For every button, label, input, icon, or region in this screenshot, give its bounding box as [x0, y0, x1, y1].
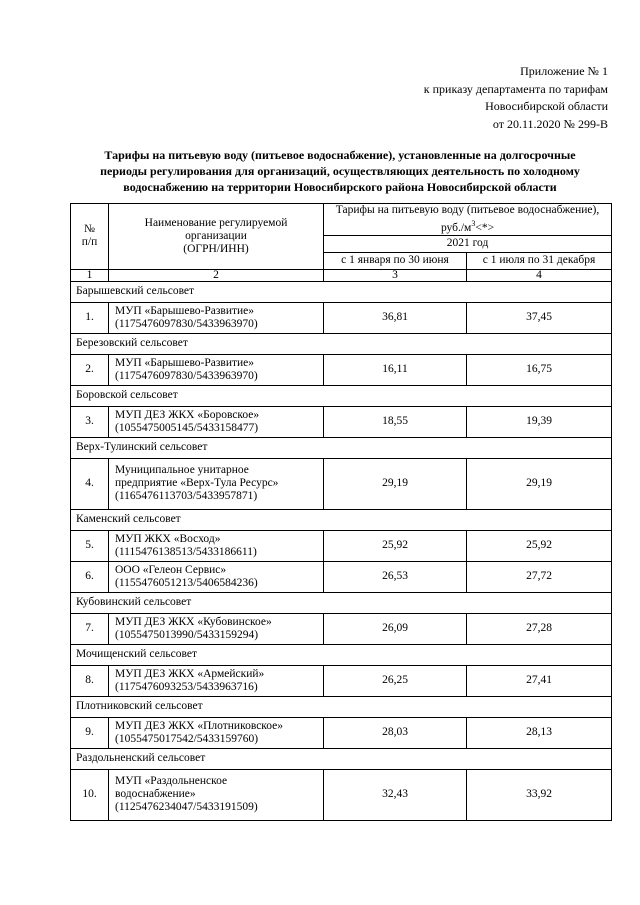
- table-row: [71, 458, 612, 509]
- organization-line: (1175476097830/5433963970): [115, 317, 258, 330]
- table-row: [71, 613, 612, 644]
- section-name: Мочищенский сельсовет: [71, 644, 612, 665]
- table-row: [71, 769, 612, 820]
- section-row: [71, 333, 612, 354]
- table-row: [71, 406, 612, 437]
- tariff-h1: 25,92: [324, 530, 467, 561]
- header-text: (ОГРН/ИНН): [183, 242, 249, 255]
- header-text: организации: [185, 229, 247, 242]
- tariff-h2: 37,45: [467, 302, 612, 333]
- title-line: Тарифы на питьевую воду (питьевое водоснабжение), установленные на долгосрочные: [104, 148, 576, 162]
- organization-line: ООО «Гелеон Сервис»: [115, 563, 227, 576]
- section-row: [71, 748, 612, 769]
- section-name: Барышевский сельсовет: [71, 281, 612, 302]
- tariff-h2: 19,39: [467, 406, 612, 437]
- organization-name: [109, 302, 324, 333]
- organization-line: МУП ЖКХ «Восход»: [115, 532, 221, 545]
- row-number: 10.: [71, 769, 109, 820]
- organization-line: (1115476138513/5433186611): [115, 545, 257, 558]
- unit-text: руб./м: [440, 221, 472, 234]
- column-index: 1: [71, 269, 109, 281]
- header-line: от 20.11.2020 № 299-В: [492, 116, 608, 131]
- section-name: Березовский сельсовет: [71, 333, 612, 354]
- section-name: Боровской сельсовет: [71, 385, 612, 406]
- organization-line: МУП «Раздольненское: [115, 775, 228, 788]
- tariff-h2: 25,92: [467, 530, 612, 561]
- organization-line: Муниципальное унитарное: [115, 464, 249, 477]
- organization-line: МУП ДЕЗ ЖКХ «Боровское»: [115, 408, 260, 421]
- column-index: 3: [324, 269, 467, 281]
- organization-line: предприятие «Верх-Тула Ресурс»: [115, 477, 279, 490]
- table-body: [71, 281, 612, 820]
- section-name: Каменский сельсовет: [71, 509, 612, 530]
- tariff-h2: 28,13: [467, 717, 612, 748]
- row-number: 2.: [71, 354, 109, 385]
- organization-name: [109, 561, 324, 592]
- title-line: периоды регулирования для организаций, осуществляющих деятельность по холодному: [100, 164, 580, 178]
- header-text: п/п: [81, 236, 98, 249]
- section-row: [71, 437, 612, 458]
- organization-name: [109, 613, 324, 644]
- row-number: 1.: [71, 302, 109, 333]
- table-row: [71, 561, 612, 592]
- tariff-h1: 36,81: [324, 302, 467, 333]
- section-name: Кубовинский сельсовет: [71, 592, 612, 613]
- organization-line: (1175476093253/5433963716): [115, 680, 258, 693]
- title-line: водоснабжению на территории Новосибирского района Новосибирской области: [123, 180, 557, 194]
- section-row: [71, 509, 612, 530]
- organization-name: [109, 406, 324, 437]
- row-number: 8.: [71, 665, 109, 696]
- organization-line: МУП «Барышево-Развитие»: [115, 356, 255, 369]
- table-row: [71, 530, 612, 561]
- row-number: 3.: [71, 406, 109, 437]
- tariff-h1: 29,19: [324, 458, 467, 509]
- header-text-unit: [328, 217, 607, 235]
- section-row: [71, 592, 612, 613]
- tariff-h1: 18,55: [324, 406, 467, 437]
- tariff-h1: 26,09: [324, 613, 467, 644]
- organization-line: МУП ДЕЗ ЖКХ «Армейский»: [115, 667, 265, 680]
- organization-name: [109, 769, 324, 820]
- header-text: №: [84, 223, 95, 236]
- tariff-table: [70, 203, 612, 821]
- column-index: 4: [467, 269, 612, 281]
- organization-name: [109, 530, 324, 561]
- column-index: 2: [109, 269, 324, 281]
- row-number: 9.: [71, 717, 109, 748]
- tariff-h2: 27,41: [467, 665, 612, 696]
- organization-line: (1155476051213/5406584236): [115, 576, 258, 589]
- tariff-h2: 27,72: [467, 561, 612, 592]
- organization-line: (1125476234047/5433191509): [115, 801, 258, 814]
- table-row: [71, 302, 612, 333]
- header-line: Приложение № 1: [520, 64, 608, 78]
- organization-line: МУП «Барышево-Развитие»: [115, 304, 255, 317]
- header-line: Новосибирской области: [485, 99, 608, 113]
- organization-name: [109, 458, 324, 509]
- row-number: 6.: [71, 561, 109, 592]
- header-cell-period-1: с 1 января по 30 июня: [324, 252, 467, 269]
- organization-line: МУП ДЕЗ ЖКХ «Кубовинское»: [115, 615, 272, 628]
- footnote-marker: <*>: [475, 221, 495, 234]
- header-cell-number: [71, 204, 109, 270]
- row-number: 5.: [71, 530, 109, 561]
- header-text: Тарифы на питьевую воду (питьевое водоснабжение),: [335, 204, 600, 216]
- tariff-h2: 29,19: [467, 458, 612, 509]
- section-row: [71, 281, 612, 302]
- organization-line: (1055475005145/5433158477): [115, 421, 259, 434]
- table-row: [71, 717, 612, 748]
- unit-superscript: 3: [471, 219, 476, 228]
- organization-line: (1175476097830/5433963970): [115, 369, 258, 382]
- document-header: [424, 63, 608, 133]
- organization-name: [109, 717, 324, 748]
- section-row: [71, 644, 612, 665]
- tariff-h1: 16,11: [324, 354, 467, 385]
- tariff-h1: 28,03: [324, 717, 467, 748]
- organization-name: [109, 665, 324, 696]
- tariff-h2: 33,92: [467, 769, 612, 820]
- header-cell-tariffs: [324, 204, 612, 236]
- document-title: [70, 147, 610, 195]
- organization-line: (1055475017542/5433159760): [115, 732, 259, 745]
- organization-line: водоснабжение»: [115, 788, 196, 801]
- tariff-h1: 32,43: [324, 769, 467, 820]
- tariff-h2: 16,75: [467, 354, 612, 385]
- organization-line: (1055475013990/5433159294): [115, 628, 259, 641]
- organization-line: МУП ДЕЗ ЖКХ «Плотниковское»: [115, 719, 284, 732]
- organization-name: [109, 354, 324, 385]
- organization-line: (1165476113703/5433957871): [115, 490, 258, 503]
- header-line: к приказу департамента по тарифам: [423, 81, 608, 96]
- table-row: [71, 354, 612, 385]
- tariff-h1: 26,53: [324, 561, 467, 592]
- header-cell-organization: [109, 204, 324, 270]
- header-cell-period-2: с 1 июля по 31 декабря: [467, 252, 612, 269]
- header-text: Наименование регулируемой: [144, 216, 288, 229]
- section-row: [71, 385, 612, 406]
- tariff-h1: 26,25: [324, 665, 467, 696]
- section-name: Раздольненский сельсовет: [71, 748, 612, 769]
- header-cell-year: 2021 год: [324, 235, 612, 252]
- tariff-h2: 27,28: [467, 613, 612, 644]
- section-row: [71, 696, 612, 717]
- row-number: 4.: [71, 458, 109, 509]
- table-row: [71, 665, 612, 696]
- row-number: 7.: [71, 613, 109, 644]
- section-name: Верх-Тулинский сельсовет: [71, 437, 612, 458]
- section-name: Плотниковский сельсовет: [71, 696, 612, 717]
